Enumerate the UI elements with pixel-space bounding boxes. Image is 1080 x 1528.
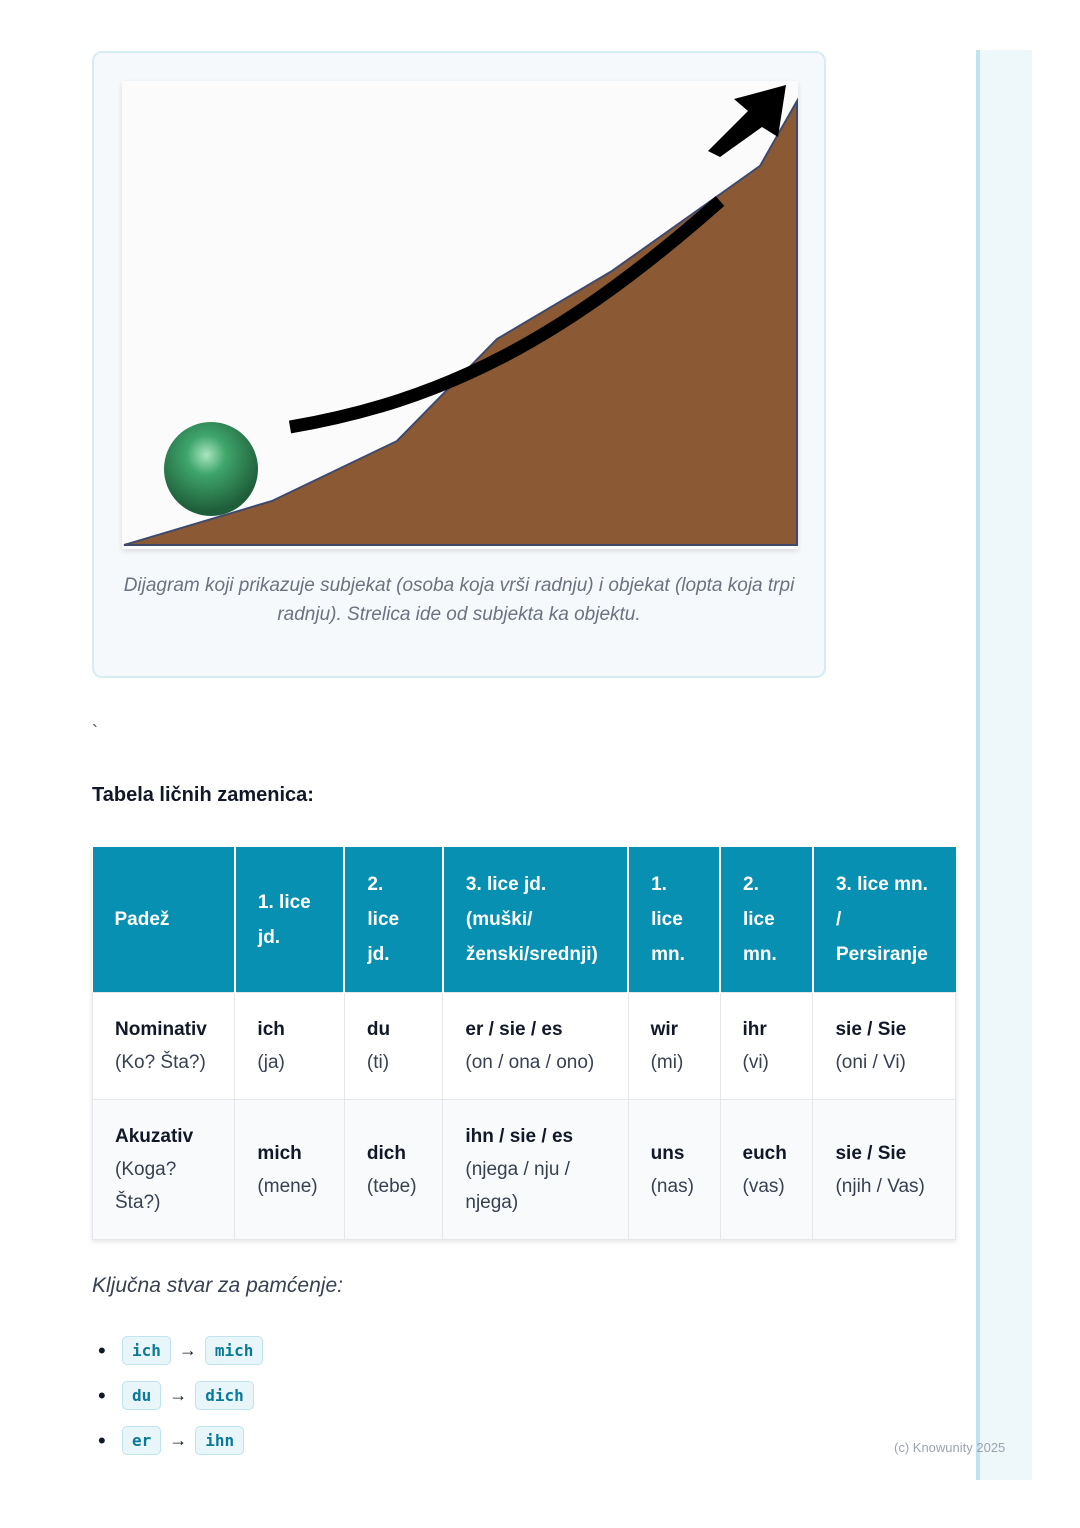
nominative-code: er xyxy=(122,1426,161,1455)
case-name: Akuzativ xyxy=(115,1126,194,1147)
key-point-title: Ključna stvar za pamćenje: xyxy=(92,1274,343,1297)
ball xyxy=(164,422,258,516)
german-pronoun: ihr xyxy=(742,1019,767,1040)
table-title: Tabela ličnih zamenica: xyxy=(92,784,314,806)
pronoun-cell xyxy=(628,1100,720,1240)
nominative-code: ich xyxy=(122,1336,171,1365)
list-item xyxy=(92,1328,263,1373)
translation: (nas) xyxy=(650,1175,694,1197)
bullet-icon: • xyxy=(98,1382,106,1408)
header-1sg: 1. lice jd. xyxy=(235,847,344,993)
translation: (ja) xyxy=(257,1052,285,1073)
translation: (njega / nju / njega) xyxy=(465,1159,570,1213)
copyright-footer: (c) Knowunity 2025 xyxy=(894,1440,1006,1455)
personal-pronouns-table xyxy=(92,847,956,1240)
table-header-row xyxy=(93,847,956,993)
figure-card xyxy=(92,51,826,678)
list-item xyxy=(92,1373,263,1418)
translation: (ti) xyxy=(366,1052,390,1073)
pronoun-cell xyxy=(443,1100,628,1240)
figure-caption: Dijagram koji prikazuje subjekat (osoba koja vrši radnju) i objekat (lopta koja trpi radnju). Strelica ide od subjekta ka objektu. xyxy=(123,575,795,625)
accusative-code: ihn xyxy=(195,1426,244,1455)
german-pronoun: uns xyxy=(650,1142,685,1164)
translation: (mene) xyxy=(257,1175,318,1197)
bullet-icon: • xyxy=(98,1427,106,1453)
pronoun-cell xyxy=(344,1100,442,1240)
arrow-right-icon: → xyxy=(169,1385,188,1405)
case-question: (Koga? Šta?) xyxy=(115,1159,177,1213)
pronoun-cell xyxy=(720,993,813,1100)
german-pronoun: mich xyxy=(257,1142,302,1164)
pronoun-cell xyxy=(235,993,344,1100)
pronoun-cell xyxy=(235,1100,344,1240)
translation: (on / ona / ono) xyxy=(465,1052,595,1073)
hill-ball-arrow-diagram xyxy=(122,81,798,549)
pronoun-cell xyxy=(344,993,442,1100)
translation: (tebe) xyxy=(366,1175,417,1197)
table-row xyxy=(93,1100,956,1240)
case-name: Nominativ xyxy=(115,1019,207,1040)
pronoun-cell xyxy=(720,1100,813,1240)
header-3pl: 3. lice mn. / Persiranje xyxy=(813,847,956,993)
german-pronoun: wir xyxy=(650,1019,679,1040)
translation: (njih / Vas) xyxy=(835,1175,925,1197)
german-pronoun: du xyxy=(366,1019,391,1040)
translation: (vi) xyxy=(742,1052,769,1073)
german-pronoun: dich xyxy=(366,1142,406,1164)
german-pronoun: sie / Sie xyxy=(835,1019,907,1040)
header-case: Padež xyxy=(93,847,235,993)
subject-object-illustration xyxy=(122,81,798,549)
bullet-icon: • xyxy=(98,1337,106,1363)
accusative-code: mich xyxy=(205,1336,264,1365)
header-2sg: 2. lice jd. xyxy=(344,847,442,993)
german-pronoun: euch xyxy=(742,1142,787,1164)
arrow-right-icon: → xyxy=(178,1340,197,1360)
pronoun-cell xyxy=(628,993,720,1100)
translation: (vas) xyxy=(742,1175,785,1197)
pronoun-cell xyxy=(813,1100,956,1240)
accusative-code: dich xyxy=(195,1381,254,1410)
side-panel xyxy=(976,50,1032,1480)
case-cell xyxy=(93,1100,235,1240)
translation: (mi) xyxy=(650,1052,684,1073)
translation: (oni / Vi) xyxy=(835,1052,906,1073)
arrow-right-icon: → xyxy=(169,1430,188,1450)
pronoun-cell xyxy=(443,993,628,1100)
case-question: (Ko? Šta?) xyxy=(115,1052,206,1073)
nominative-code: du xyxy=(122,1381,161,1410)
header-1pl: 1. lice mn. xyxy=(628,847,720,993)
case-cell xyxy=(93,993,235,1100)
pronoun-pair-list xyxy=(92,1328,263,1463)
stray-tick-mark: ` xyxy=(92,722,98,742)
german-pronoun: sie / Sie xyxy=(835,1142,907,1164)
german-pronoun: ich xyxy=(257,1019,285,1040)
german-pronoun: ihn / sie / es xyxy=(465,1126,574,1147)
list-item xyxy=(92,1418,263,1463)
pronoun-cell xyxy=(813,993,956,1100)
table-row xyxy=(93,993,956,1100)
german-pronoun: er / sie / es xyxy=(465,1019,563,1040)
header-3sg: 3. lice jd. (muški/ženski/srednji) xyxy=(443,847,628,993)
header-2pl: 2. lice mn. xyxy=(720,847,813,993)
